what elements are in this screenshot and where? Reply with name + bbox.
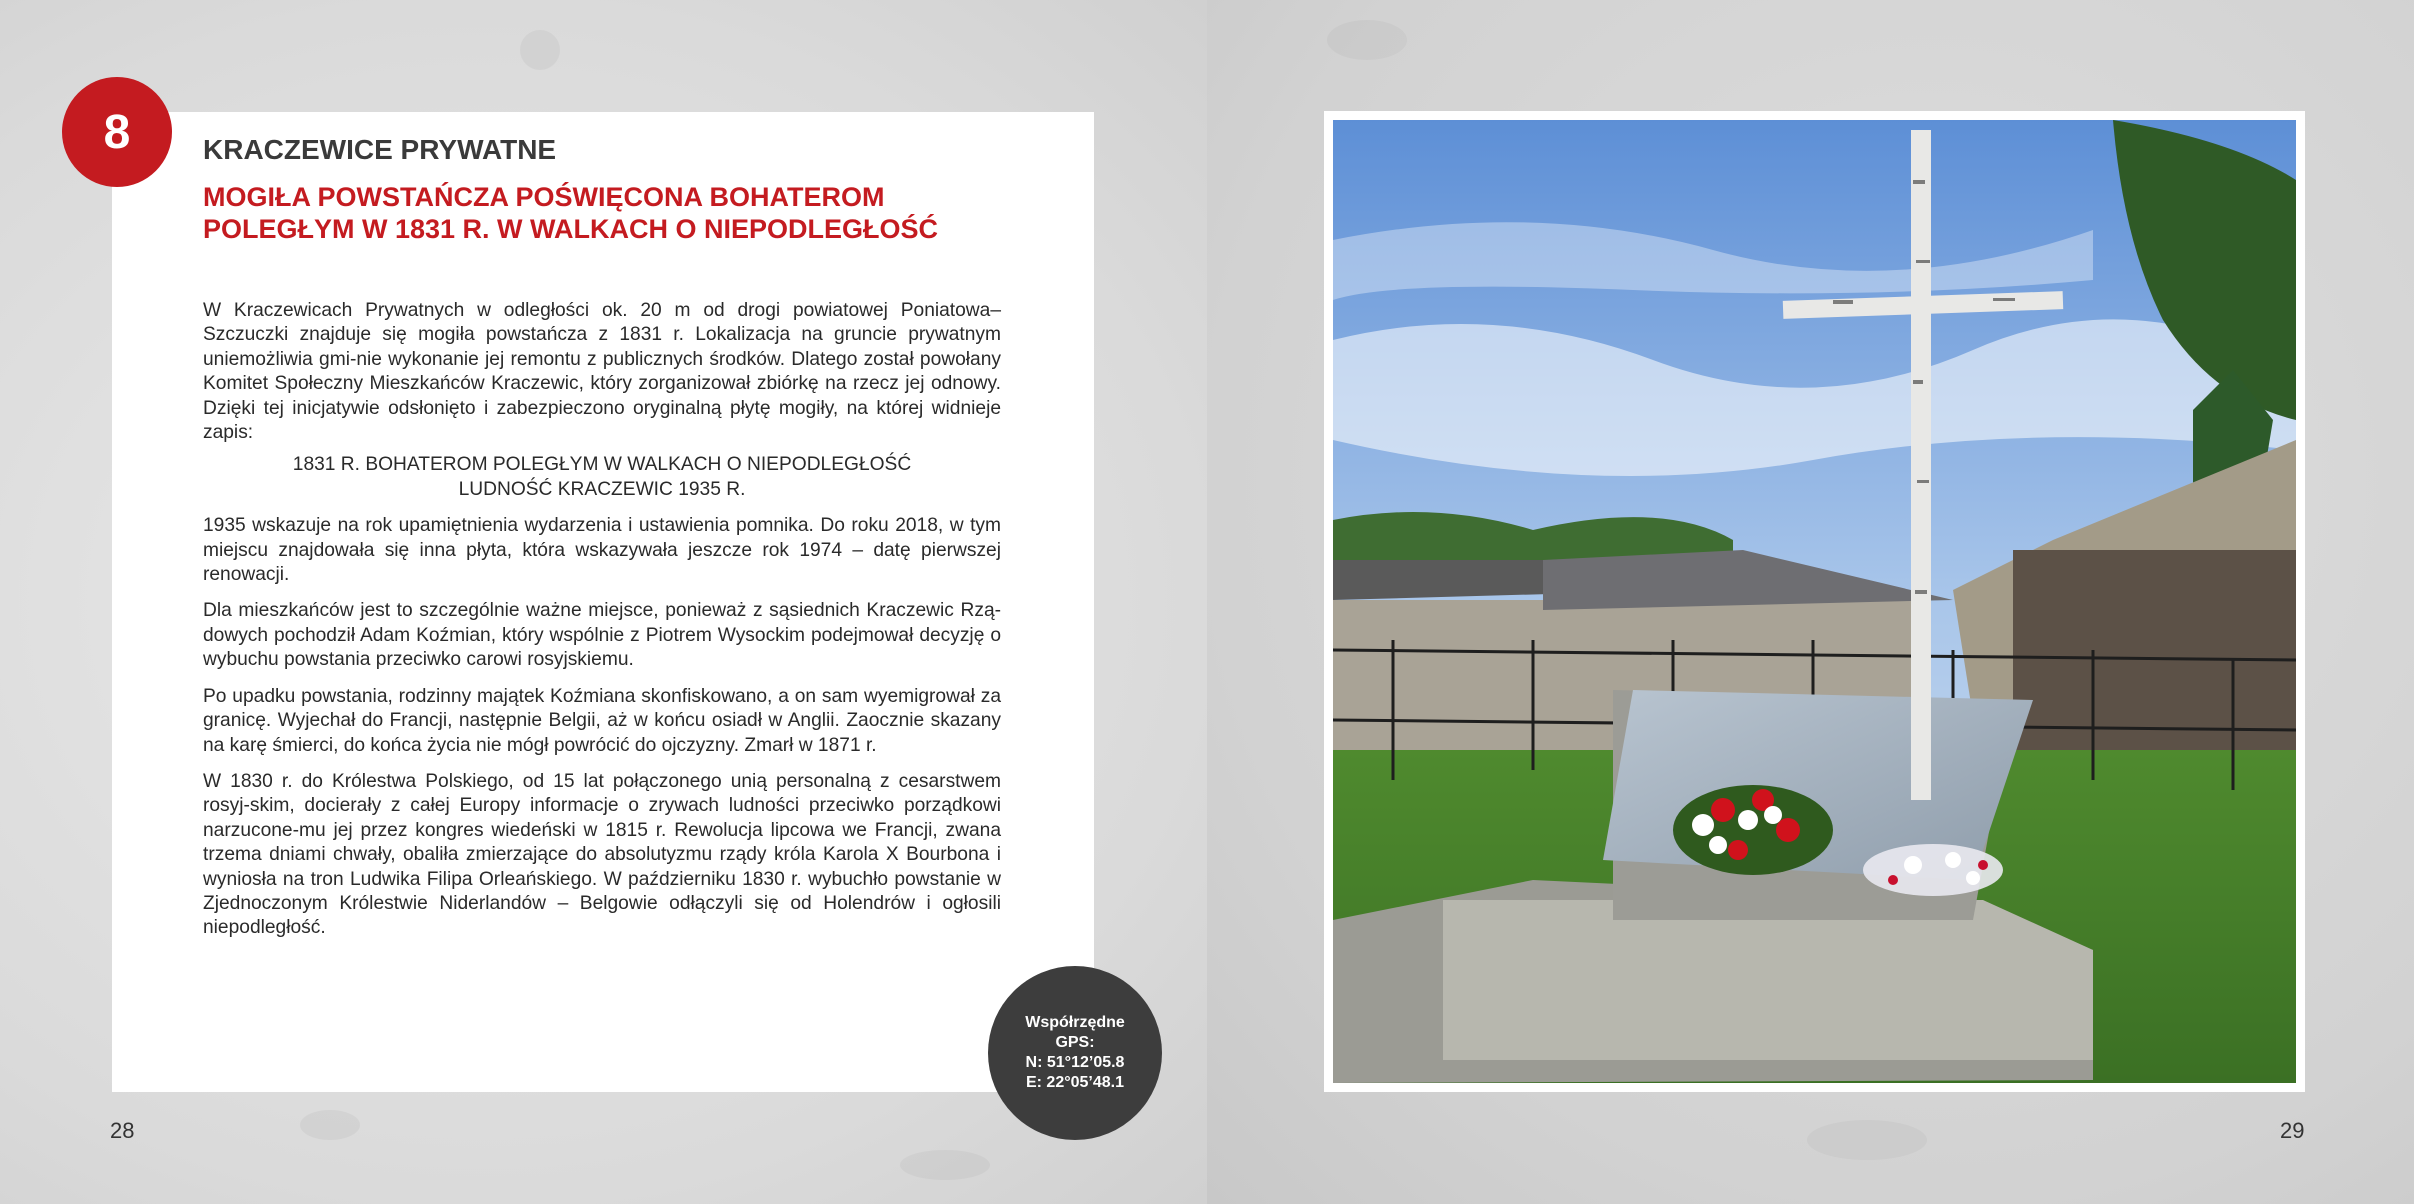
- paragraph: W Kraczewicach Prywatnych w odległości ok. 20 m od drogi powiatowej Poniatowa–Szczuczki znajduje się mogiła powstańcza z 1831 r. Lokalizacja na gruncie prywatnym uniemożliwia gmi-nie wykonanie jej remontu z publicznych środków. Dlatego został powołany Komitet Społeczny Mieszkańców Kraczewic, który zorganizował zbiórkę na rzecz jej odnowy. Dzięki tej inicjatywie odsłonięto i zabezpieczono oryginalną płytę mogiły, na której widnieje zapis:: [203, 300, 1001, 444]
- gps-label-2: GPS:: [1055, 1034, 1095, 1051]
- gps-east: E: 22°05’48.1: [1025, 1074, 1125, 1091]
- paragraph: W 1830 r. do Królestwa Polskiego, od 15 lat połączonego unią personalną z cesarstwem rosyj-skim, docierały z całej Europy informacje o zrywach ludności przeciwko porządkowi narzucone-mu jej przez kongres wiedeński w 1815 r. Rewolucja lipcowa we Francji, zwana trzema dniami chwały, obaliła zmierzające do absolutyzmu rządy króla Karola X Bourbona i wyniosła na tron Ludwika Filipa Orleańskiego. W październiku 1830 r. wybuchło powstanie w Zjednoczonym Królestwie Niderlandów – Belgowie odłączyli się od Holendrów i ogłosili niepodległość.: [203, 770, 1001, 939]
- page-number-right: 29: [2280, 1118, 2305, 1143]
- grave-photo: [1333, 120, 2296, 1083]
- place-name: KRACZEWICE PRYWATNE: [203, 134, 557, 165]
- page-number-left: 28: [110, 1118, 135, 1143]
- monument-title-line2: POLEGŁYM W 1831 R. W WALKACH O NIEPODLEGŁOŚĆ: [203, 214, 939, 244]
- site-number-badge: [62, 77, 172, 187]
- inscription-line1: 1831 R. BOHATEROM POLEGŁYM W WALKACH O NIEPODLEGŁOŚĆ: [292, 454, 912, 476]
- article-body: [203, 299, 1001, 953]
- paragraph: Po upadku powstania, rodzinny majątek Koźmiana skonfiskowano, a on sam wyemigrował za granicę. Wyjechał do Francji, następnie Belgii, aż w końcu osiadł w Anglii. Zaocznie skazany na karę śmierci, do końca życia nie mógł powrócić do ojczyzny. Zmarł w 1871 r.: [203, 685, 1001, 756]
- site-number: 8: [103, 105, 131, 159]
- monument-title: [203, 181, 1023, 245]
- gps-badge: [988, 966, 1162, 1140]
- inscription-quote: [203, 453, 1001, 502]
- paragraph: 1935 wskazuje na rok upamiętnienia wydarzenia i ustawienia pomnika. Do roku 2018, w tym miejscu znajdowała się inna płyta, która wskazywała jeszcze rok 1974 – datę pierwszej renowacji.: [203, 515, 1001, 586]
- monument-title-line1: MOGIŁA POWSTAŃCZA POŚWIĘCONA BOHATEROM: [203, 182, 885, 212]
- gps-north: N: 51°12’05.8: [1025, 1054, 1125, 1071]
- inscription-line2: LUDNOŚĆ KRACZEWIC 1935 R.: [458, 478, 746, 500]
- gps-label: Współrzędne: [1025, 1014, 1125, 1031]
- paragraph: Dla mieszkańców jest to szczególnie ważne miejsce, ponieważ z sąsiednich Kraczewic Rzą-dowych pochodził Adam Koźmian, który wspólnie z Piotrem Wysockim podejmował decyzję o wybuchu powstania przeciwko carowi rosyjskiemu.: [203, 600, 1001, 671]
